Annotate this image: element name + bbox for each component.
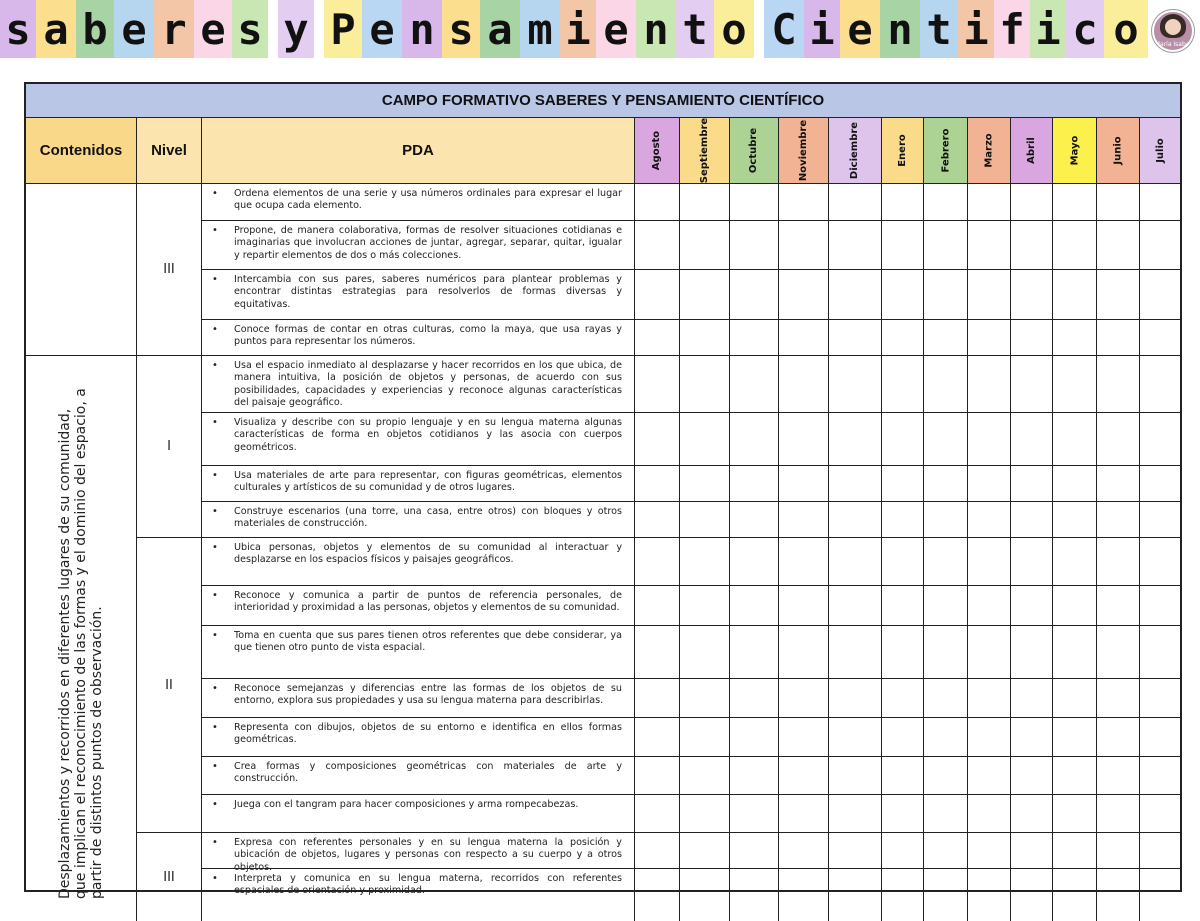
month-check-cell[interactable]: [829, 502, 882, 538]
banner-space: [268, 0, 278, 58]
banner-letter: n: [402, 0, 442, 58]
month-check-cell[interactable]: [730, 586, 779, 626]
month-check-cell[interactable]: [1097, 718, 1140, 757]
month-label: Enero: [896, 134, 908, 167]
month-check-cell[interactable]: [924, 466, 968, 502]
banner-letter: i: [560, 0, 596, 58]
month-check-cell[interactable]: [1140, 502, 1180, 538]
month-check-cell[interactable]: [829, 320, 882, 356]
month-label: Abril: [1026, 137, 1037, 164]
author-avatar: [1152, 10, 1194, 52]
month-check-cell[interactable]: [1097, 869, 1140, 921]
month-check-cell[interactable]: [1011, 586, 1053, 626]
month-check-cell[interactable]: [635, 538, 680, 586]
month-header: [1053, 118, 1097, 184]
month-check-cell[interactable]: [924, 270, 968, 320]
month-check-cell[interactable]: [924, 679, 968, 718]
month-check-cell[interactable]: [680, 718, 730, 757]
month-check-cell[interactable]: [882, 356, 924, 413]
month-check-cell[interactable]: [635, 626, 680, 679]
month-label: Agosto: [651, 130, 663, 171]
month-check-cell[interactable]: [680, 586, 730, 626]
pda-item: • Crea formas y composiciones geométricas con materiales de arte y construcción.: [202, 757, 635, 795]
month-header: [1140, 118, 1180, 184]
month-label: Noviembre: [798, 119, 810, 182]
month-check-cell[interactable]: [829, 356, 882, 413]
month-label: Octubre: [748, 127, 760, 174]
month-check-cell[interactable]: [882, 538, 924, 586]
month-check-cell[interactable]: [924, 586, 968, 626]
month-check-cell[interactable]: [829, 184, 882, 221]
month-check-cell[interactable]: [1097, 538, 1140, 586]
month-check-cell[interactable]: [635, 413, 680, 466]
month-check-cell[interactable]: [829, 869, 882, 921]
month-check-cell[interactable]: [968, 356, 1011, 413]
header-nivel: Nivel: [137, 118, 202, 184]
month-check-cell[interactable]: [635, 679, 680, 718]
month-check-cell[interactable]: [779, 356, 829, 413]
pda-item: • Usa el espacio inmediato al desplazarse y hacer recorridos en los que ubica, de manera intuitiva, la posición de objetos y personas, de acuerdo con sus posibilidades, capacidades y experiencias y reconoce algunas características del paisaje geográfico.: [202, 356, 635, 413]
avatar-face: [1165, 19, 1181, 35]
month-check-cell[interactable]: [1011, 466, 1053, 502]
month-check-cell[interactable]: [730, 184, 779, 221]
month-check-cell[interactable]: [968, 795, 1011, 833]
month-check-cell[interactable]: [635, 502, 680, 538]
month-check-cell[interactable]: [1011, 795, 1053, 833]
month-check-cell[interactable]: [1053, 757, 1097, 795]
banner-letter: i: [1030, 0, 1066, 58]
month-check-cell[interactable]: [1097, 795, 1140, 833]
month-check-cell[interactable]: [1097, 270, 1140, 320]
month-check-cell[interactable]: [924, 833, 968, 869]
month-check-cell[interactable]: [635, 718, 680, 757]
month-check-cell[interactable]: [779, 833, 829, 869]
month-check-cell[interactable]: [924, 413, 968, 466]
month-check-cell[interactable]: [882, 757, 924, 795]
month-check-cell[interactable]: [680, 757, 730, 795]
month-check-cell[interactable]: [1011, 320, 1053, 356]
month-check-cell[interactable]: [680, 795, 730, 833]
banner-letter: P: [324, 0, 362, 58]
month-check-cell[interactable]: [635, 795, 680, 833]
pda-item: • Juega con el tangram para hacer composiciones y arma rompecabezas.: [202, 795, 635, 833]
month-check-cell[interactable]: [829, 270, 882, 320]
month-check-cell[interactable]: [779, 538, 829, 586]
month-check-cell[interactable]: [1140, 466, 1180, 502]
month-check-cell[interactable]: [730, 538, 779, 586]
month-check-cell[interactable]: [730, 466, 779, 502]
month-label: Diciembre: [849, 121, 861, 180]
month-check-cell[interactable]: [1011, 626, 1053, 679]
month-check-cell[interactable]: [968, 718, 1011, 757]
month-check-cell[interactable]: [924, 221, 968, 270]
contenido-cell: [26, 356, 137, 921]
banner-letter: i: [804, 0, 840, 58]
month-check-cell[interactable]: [1097, 320, 1140, 356]
month-check-cell[interactable]: [1140, 586, 1180, 626]
banner-letter: b: [76, 0, 114, 58]
banner-letter: t: [920, 0, 958, 58]
month-check-cell[interactable]: [968, 538, 1011, 586]
month-check-cell[interactable]: [680, 221, 730, 270]
month-check-cell[interactable]: [779, 221, 829, 270]
banner-letter: a: [480, 0, 520, 58]
month-header: [968, 118, 1011, 184]
month-check-cell[interactable]: [829, 833, 882, 869]
month-check-cell[interactable]: [968, 833, 1011, 869]
month-check-cell[interactable]: [635, 586, 680, 626]
month-check-cell[interactable]: [1053, 320, 1097, 356]
month-label: Junio: [1112, 136, 1124, 165]
month-check-cell[interactable]: [1097, 679, 1140, 718]
month-label: Mayo: [1069, 135, 1080, 166]
banner-letter: e: [596, 0, 636, 58]
nivel-cell: II: [137, 538, 202, 833]
month-check-cell[interactable]: [779, 757, 829, 795]
month-check-cell[interactable]: [829, 718, 882, 757]
month-check-cell[interactable]: [680, 679, 730, 718]
banner-letter: i: [958, 0, 994, 58]
month-check-cell[interactable]: [829, 413, 882, 466]
banner-letter: e: [114, 0, 154, 58]
month-check-cell[interactable]: [1140, 221, 1180, 270]
month-check-cell[interactable]: [635, 757, 680, 795]
month-check-cell[interactable]: [968, 320, 1011, 356]
month-label: Julio: [1154, 138, 1166, 163]
title-banner: [0, 0, 1200, 58]
pda-item: • Ubica personas, objetos y elementos de su comunidad al interactuar y desplazarse en los espacios físicos y paisajes geográficos.: [202, 538, 635, 586]
month-check-cell[interactable]: [1053, 833, 1097, 869]
banner-space: [754, 0, 764, 58]
month-check-cell[interactable]: [1011, 833, 1053, 869]
month-check-cell[interactable]: [882, 718, 924, 757]
banner-letter: s: [442, 0, 480, 58]
month-check-cell[interactable]: [1140, 679, 1180, 718]
banner-letter: s: [0, 0, 36, 58]
month-header: [779, 118, 829, 184]
banner-space: [314, 0, 324, 58]
month-check-cell[interactable]: [1011, 718, 1053, 757]
month-check-cell[interactable]: [968, 502, 1011, 538]
month-check-cell[interactable]: [924, 538, 968, 586]
nivel-cell: III: [137, 833, 202, 921]
month-check-cell[interactable]: [730, 718, 779, 757]
month-check-cell[interactable]: [779, 502, 829, 538]
month-check-cell[interactable]: [882, 270, 924, 320]
month-check-cell[interactable]: [1097, 757, 1140, 795]
table-title: CAMPO FORMATIVO SABERES Y PENSAMIENTO CIENTÍFICO: [26, 84, 1180, 118]
banner-letter: y: [278, 0, 314, 58]
month-check-cell[interactable]: [730, 221, 779, 270]
month-check-cell[interactable]: [1140, 869, 1180, 921]
month-check-cell[interactable]: [968, 184, 1011, 221]
month-label: Septiembre: [699, 117, 710, 184]
month-check-cell[interactable]: [730, 795, 779, 833]
banner-letter: o: [714, 0, 754, 58]
month-check-cell[interactable]: [1053, 718, 1097, 757]
month-check-cell[interactable]: [1053, 795, 1097, 833]
month-check-cell[interactable]: [779, 466, 829, 502]
month-check-cell[interactable]: [779, 413, 829, 466]
banner-letter: n: [636, 0, 676, 58]
month-check-cell[interactable]: [882, 221, 924, 270]
month-check-cell[interactable]: [882, 679, 924, 718]
month-check-cell[interactable]: [680, 538, 730, 586]
month-check-cell[interactable]: [1140, 833, 1180, 869]
month-check-cell[interactable]: [1011, 356, 1053, 413]
nivel-cell: III: [137, 184, 202, 356]
month-check-cell[interactable]: [779, 586, 829, 626]
banner-letter: a: [36, 0, 76, 58]
banner-letter: e: [362, 0, 402, 58]
month-check-cell[interactable]: [924, 502, 968, 538]
pda-item: • Conoce formas de contar en otras culturas, como la maya, que usa rayas y puntos para representar los números.: [202, 320, 635, 356]
month-check-cell[interactable]: [635, 356, 680, 413]
month-check-cell[interactable]: [924, 320, 968, 356]
month-header: [730, 118, 779, 184]
month-check-cell[interactable]: [1011, 679, 1053, 718]
month-check-cell[interactable]: [635, 320, 680, 356]
month-check-cell[interactable]: [680, 626, 730, 679]
month-check-cell[interactable]: [1097, 184, 1140, 221]
month-check-cell[interactable]: [829, 626, 882, 679]
month-check-cell[interactable]: [882, 626, 924, 679]
month-check-cell[interactable]: [1140, 270, 1180, 320]
month-check-cell[interactable]: [829, 586, 882, 626]
month-header: [1011, 118, 1053, 184]
month-check-cell[interactable]: [882, 413, 924, 466]
banner-letter: C: [764, 0, 804, 58]
month-check-cell[interactable]: [1011, 184, 1053, 221]
month-check-cell[interactable]: [730, 679, 779, 718]
month-label: Febrero: [940, 128, 952, 173]
month-check-cell[interactable]: [1011, 502, 1053, 538]
month-check-cell[interactable]: [968, 586, 1011, 626]
pda-item: • Reconoce y comunica a partir de puntos de referencia personales, de interioridad y proximidad a las personas, objetos y elementos de su comunidad.: [202, 586, 635, 626]
nivel-cell: I: [137, 356, 202, 538]
banner-letter: s: [232, 0, 268, 58]
month-check-cell[interactable]: [968, 679, 1011, 718]
month-check-cell[interactable]: [779, 679, 829, 718]
month-check-cell[interactable]: [1097, 833, 1140, 869]
month-check-cell[interactable]: [1011, 270, 1053, 320]
month-check-cell[interactable]: [882, 586, 924, 626]
month-check-cell[interactable]: [882, 795, 924, 833]
month-check-cell[interactable]: [1097, 502, 1140, 538]
month-check-cell[interactable]: [829, 538, 882, 586]
month-check-cell[interactable]: [680, 833, 730, 869]
month-check-cell[interactable]: [730, 413, 779, 466]
month-check-cell[interactable]: [924, 356, 968, 413]
month-check-cell[interactable]: [1140, 538, 1180, 586]
month-check-cell[interactable]: [779, 869, 829, 921]
month-check-cell[interactable]: [1053, 466, 1097, 502]
month-check-cell[interactable]: [924, 626, 968, 679]
month-check-cell[interactable]: [1053, 679, 1097, 718]
month-check-cell[interactable]: [730, 502, 779, 538]
header-pda: PDA: [202, 118, 635, 184]
pda-item: • Construye escenarios (una torre, una casa, entre otros) con bloques y otros materiales de construcción.: [202, 502, 635, 538]
month-check-cell[interactable]: [882, 320, 924, 356]
month-header: [882, 118, 924, 184]
month-check-cell[interactable]: [1011, 869, 1053, 921]
contenido-text: Desplazamientos y recorridos en diferentes lugares de su comunidad, que implican el reconocimiento de las formas y el dominio del espacio, a partir de distintos puntos de observación.: [57, 387, 105, 899]
month-check-cell[interactable]: [924, 795, 968, 833]
month-check-cell[interactable]: [1011, 413, 1053, 466]
month-check-cell[interactable]: [1053, 221, 1097, 270]
pda-item: • Reconoce semejanzas y diferencias entre las formas de los objetos de su entorno, explora sus propiedades y usa su lengua materna para describirlas.: [202, 679, 635, 718]
header-contenidos: Contenidos: [26, 118, 137, 184]
month-check-cell[interactable]: [1011, 757, 1053, 795]
month-check-cell[interactable]: [635, 833, 680, 869]
month-check-cell[interactable]: [1097, 413, 1140, 466]
banner-letter: e: [840, 0, 880, 58]
month-check-cell[interactable]: [1097, 221, 1140, 270]
month-check-cell[interactable]: [1053, 270, 1097, 320]
month-check-cell[interactable]: [1053, 502, 1097, 538]
month-check-cell[interactable]: [730, 833, 779, 869]
month-check-cell[interactable]: [680, 413, 730, 466]
month-check-cell[interactable]: [1053, 413, 1097, 466]
month-check-cell[interactable]: [1053, 626, 1097, 679]
month-check-cell[interactable]: [1097, 466, 1140, 502]
month-check-cell[interactable]: [1140, 356, 1180, 413]
banner-letter: o: [1104, 0, 1148, 58]
month-header: [924, 118, 968, 184]
month-check-cell[interactable]: [829, 795, 882, 833]
month-check-cell[interactable]: [1053, 184, 1097, 221]
month-check-cell[interactable]: [680, 502, 730, 538]
month-check-cell[interactable]: [1140, 184, 1180, 221]
month-check-cell[interactable]: [968, 626, 1011, 679]
pda-item: • Interpreta y comunica en su lengua materna, recorridos con referentes espaciales de orientación y proximidad.: [202, 869, 635, 921]
avatar-caption: María Isabel: [1154, 41, 1192, 48]
month-check-cell[interactable]: [882, 502, 924, 538]
month-check-cell[interactable]: [882, 869, 924, 921]
month-check-cell[interactable]: [779, 795, 829, 833]
pda-item: • Representa con dibujos, objetos de su entorno e identifica en ellos formas geométricas.: [202, 718, 635, 757]
month-check-cell[interactable]: [1097, 586, 1140, 626]
month-check-cell[interactable]: [1097, 626, 1140, 679]
month-check-cell[interactable]: [882, 833, 924, 869]
planning-table: [24, 82, 1182, 899]
month-check-cell[interactable]: [829, 466, 882, 502]
month-check-cell[interactable]: [1011, 538, 1053, 586]
month-check-cell[interactable]: [882, 184, 924, 221]
month-check-cell[interactable]: [829, 757, 882, 795]
month-check-cell[interactable]: [1053, 586, 1097, 626]
month-check-cell[interactable]: [730, 356, 779, 413]
banner-letter: e: [194, 0, 232, 58]
month-check-cell[interactable]: [829, 221, 882, 270]
month-check-cell[interactable]: [635, 869, 680, 921]
month-check-cell[interactable]: [779, 270, 829, 320]
month-check-cell[interactable]: [1140, 413, 1180, 466]
month-check-cell[interactable]: [779, 320, 829, 356]
month-check-cell[interactable]: [680, 356, 730, 413]
pda-item: • Expresa con referentes personales y en su lengua materna la posición y ubicación de objetos, lugares y personas con respecto a su cuerpo y a otros objetos.: [202, 833, 635, 869]
month-check-cell[interactable]: [924, 757, 968, 795]
month-check-cell[interactable]: [882, 466, 924, 502]
month-check-cell[interactable]: [635, 221, 680, 270]
month-check-cell[interactable]: [968, 221, 1011, 270]
month-check-cell[interactable]: [730, 869, 779, 921]
month-check-cell[interactable]: [680, 869, 730, 921]
month-check-cell[interactable]: [635, 184, 680, 221]
month-label: Marzo: [983, 133, 995, 168]
banner-letter: c: [1066, 0, 1104, 58]
month-check-cell[interactable]: [635, 466, 680, 502]
pda-item: • Usa materiales de arte para representar, con figuras geométricas, elementos culturales y artísticos de su comunidad y de otros lugares.: [202, 466, 635, 502]
month-check-cell[interactable]: [924, 184, 968, 221]
month-check-cell[interactable]: [1011, 221, 1053, 270]
banner-letter: t: [676, 0, 714, 58]
month-check-cell[interactable]: [680, 270, 730, 320]
month-check-cell[interactable]: [968, 869, 1011, 921]
pda-item: • Intercambia con sus pares, saberes numéricos para plantear problemas y encontrar distintas estrategias para resolverlos de formas diversas y equitativas.: [202, 270, 635, 320]
month-check-cell[interactable]: [779, 718, 829, 757]
month-check-cell[interactable]: [1140, 757, 1180, 795]
month-header: [635, 118, 680, 184]
month-check-cell[interactable]: [1140, 718, 1180, 757]
month-check-cell[interactable]: [730, 626, 779, 679]
pda-item: • Toma en cuenta que sus pares tienen otros referentes que debe considerar, ya que tienen otro punto de vista espacial.: [202, 626, 635, 679]
pda-item: • Propone, de manera colaborativa, formas de resolver situaciones cotidianas e imaginarias que involucran acciones de juntar, agregar, separar, quitar, igualar y repartir elementos de dos o más colecciones.: [202, 221, 635, 270]
month-check-cell[interactable]: [779, 626, 829, 679]
month-check-cell[interactable]: [1140, 626, 1180, 679]
month-check-cell[interactable]: [968, 413, 1011, 466]
contenido-cell: [26, 184, 137, 356]
month-check-cell[interactable]: [968, 270, 1011, 320]
month-check-cell[interactable]: [680, 184, 730, 221]
month-check-cell[interactable]: [1053, 869, 1097, 921]
month-header: [1097, 118, 1140, 184]
pda-item: • Visualiza y describe con su propio lenguaje y en su lengua materna algunas características de forma en objetos cotidianos y las asocia con cuerpos geométricos.: [202, 413, 635, 466]
month-check-cell[interactable]: [730, 270, 779, 320]
banner-letter: m: [520, 0, 560, 58]
month-check-cell[interactable]: [924, 869, 968, 921]
month-check-cell[interactable]: [680, 466, 730, 502]
banner-letter: f: [994, 0, 1030, 58]
month-check-cell[interactable]: [829, 679, 882, 718]
month-check-cell[interactable]: [680, 320, 730, 356]
month-check-cell[interactable]: [1140, 320, 1180, 356]
month-check-cell[interactable]: [924, 718, 968, 757]
month-check-cell[interactable]: [1097, 356, 1140, 413]
month-header: [829, 118, 882, 184]
month-check-cell[interactable]: [635, 270, 680, 320]
month-check-cell[interactable]: [779, 184, 829, 221]
month-check-cell[interactable]: [1053, 538, 1097, 586]
banner-letter: n: [880, 0, 920, 58]
month-check-cell[interactable]: [730, 757, 779, 795]
month-header: [680, 118, 730, 184]
pda-item: • Ordena elementos de una serie y usa números ordinales para expresar el lugar que ocupa cada elemento.: [202, 184, 635, 221]
banner-letter: r: [154, 0, 194, 58]
month-check-cell[interactable]: [1140, 795, 1180, 833]
month-check-cell[interactable]: [968, 757, 1011, 795]
month-check-cell[interactable]: [968, 466, 1011, 502]
month-check-cell[interactable]: [730, 320, 779, 356]
month-check-cell[interactable]: [1053, 356, 1097, 413]
